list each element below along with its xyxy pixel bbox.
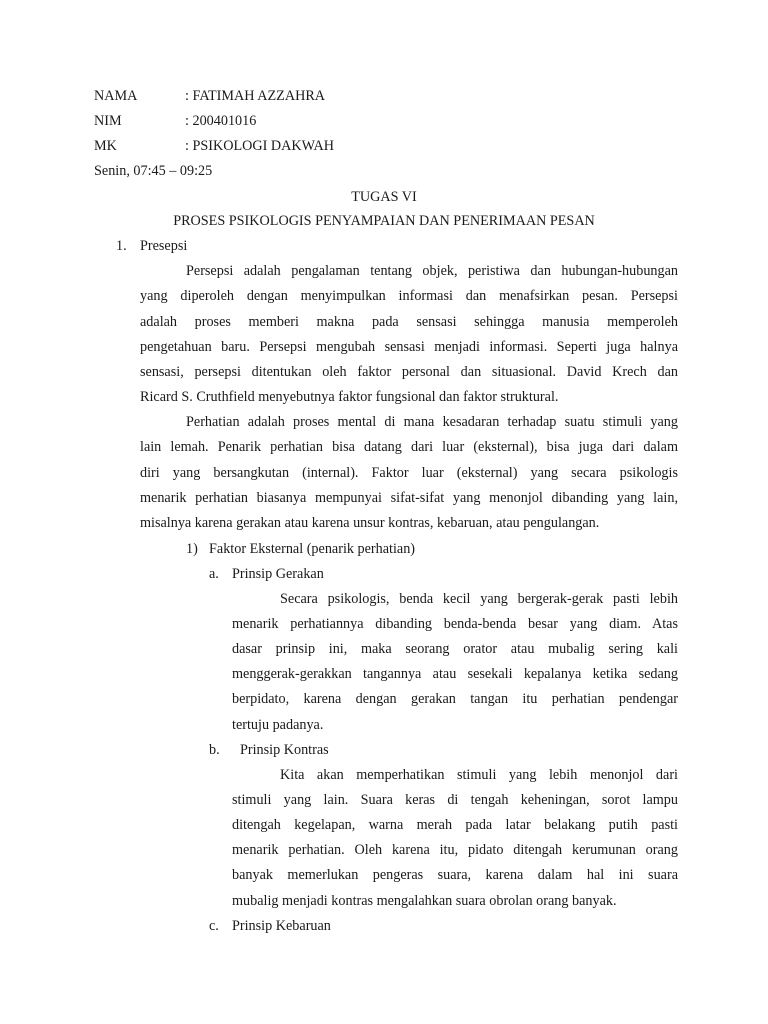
mk-value: : PSIKOLOGI DAKWAH: [185, 138, 334, 154]
item-b-line-2: stimuli yang lain. Suara keras di tengah keheningan, sorot lampu: [232, 792, 678, 808]
item-c-letter: c.: [209, 918, 219, 934]
para1-line-6: Ricard S. Cruthfield menyebutnya faktor fungsional dan faktor struktural.: [140, 389, 559, 405]
item-a-letter: a.: [209, 566, 219, 582]
para2-line-1: Perhatian adalah proses mental di mana kesadaran terhadap suatu stimuli yang: [186, 414, 678, 430]
nim-label: NIM: [94, 113, 122, 129]
item-a-line-1: Secara psikologis, benda kecil yang bergerak-gerak pasti lebih: [280, 591, 678, 607]
item-a-heading: Prinsip Gerakan: [232, 566, 324, 582]
para1-line-4: pengetahuan baru. Persepsi mengubah sensasi menjadi informasi. Seperti juga halnya: [140, 339, 678, 355]
para2-line-2: lain lemah. Penarik perhatian bisa datang dari luar (eksternal), bisa juga dari dalam: [140, 439, 678, 455]
para1-line-5: sensasi, persepsi ditentukan oleh faktor personal dan situasional. David Krech dan: [140, 364, 678, 380]
document-subtitle: PROSES PSIKOLOGIS PENYAMPAIAN DAN PENERIMAAN PESAN: [173, 213, 595, 229]
nim-value: : 200401016: [185, 113, 257, 129]
item-a-line-6: tertuju padanya.: [232, 717, 324, 733]
para2-line-4: menarik perhatian biasanya mempunyai sifat-sifat yang menonjol dibanding yang lain,: [140, 490, 678, 506]
section-1-heading: Presepsi: [140, 238, 188, 254]
item-a-line-5: berpidato, karena dengan gerakan tangan itu perhatian pendengar: [232, 691, 678, 707]
para1-line-1: Persepsi adalah pengalaman tentang objek, peristiwa dan hubungan-hubungan: [186, 263, 678, 279]
item-c-heading: Prinsip Kebaruan: [232, 918, 331, 934]
para1-line-2: yang diperoleh dengan menyimpulkan informasi dan menafsirkan pesan. Persepsi: [140, 288, 678, 304]
section-1-number: 1.: [116, 238, 127, 254]
mk-label: MK: [94, 138, 117, 154]
para2-line-3: diri yang bersangkutan (internal). Faktor luar (eksternal) yang secara psikologis: [140, 465, 678, 481]
document-title: TUGAS VI: [351, 189, 417, 205]
schedule-text: Senin, 07:45 – 09:25: [94, 163, 213, 179]
item-b-line-3: ditengah kegelapan, warna merah pada latar belakang putih pasti: [232, 817, 678, 833]
item-b-line-5: banyak memerlukan pengeras suara, karena dalam hal ini suara: [232, 867, 678, 883]
nama-label: NAMA: [94, 88, 138, 104]
nama-value: : FATIMAH AZZAHRA: [185, 88, 326, 104]
item-a-line-2: menarik perhatiannya dibanding benda-benda besar yang diam. Atas: [232, 616, 678, 632]
item-b-letter: b.: [209, 742, 220, 758]
subsection-1-heading: Faktor Eksternal (penarik perhatian): [209, 541, 416, 557]
item-b-line-4: menarik perhatian. Oleh karena itu, pidato ditengah kerumunan orang: [232, 842, 678, 858]
item-b-line-6: mubalig menjadi kontras mengalahkan suara obrolan orang banyak.: [232, 893, 617, 909]
item-a-line-3: dasar prinsip ini, maka seorang orator atau mubalig sering kali: [232, 641, 678, 657]
item-b-heading: Prinsip Kontras: [240, 742, 329, 758]
para2-line-5: misalnya karena gerakan atau karena unsur kontras, kebaruan, atau pengulangan.: [140, 515, 600, 531]
para1-line-3: adalah proses memberi makna pada sensasi sehingga manusia memperoleh: [140, 314, 678, 330]
item-b-line-1: Kita akan memperhatikan stimuli yang lebih menonjol dari: [280, 767, 678, 783]
item-a-line-4: menggerak-gerakkan tangannya atau sesekali kepalanya ketika sedang: [232, 666, 678, 682]
subsection-1-number: 1): [186, 541, 198, 557]
